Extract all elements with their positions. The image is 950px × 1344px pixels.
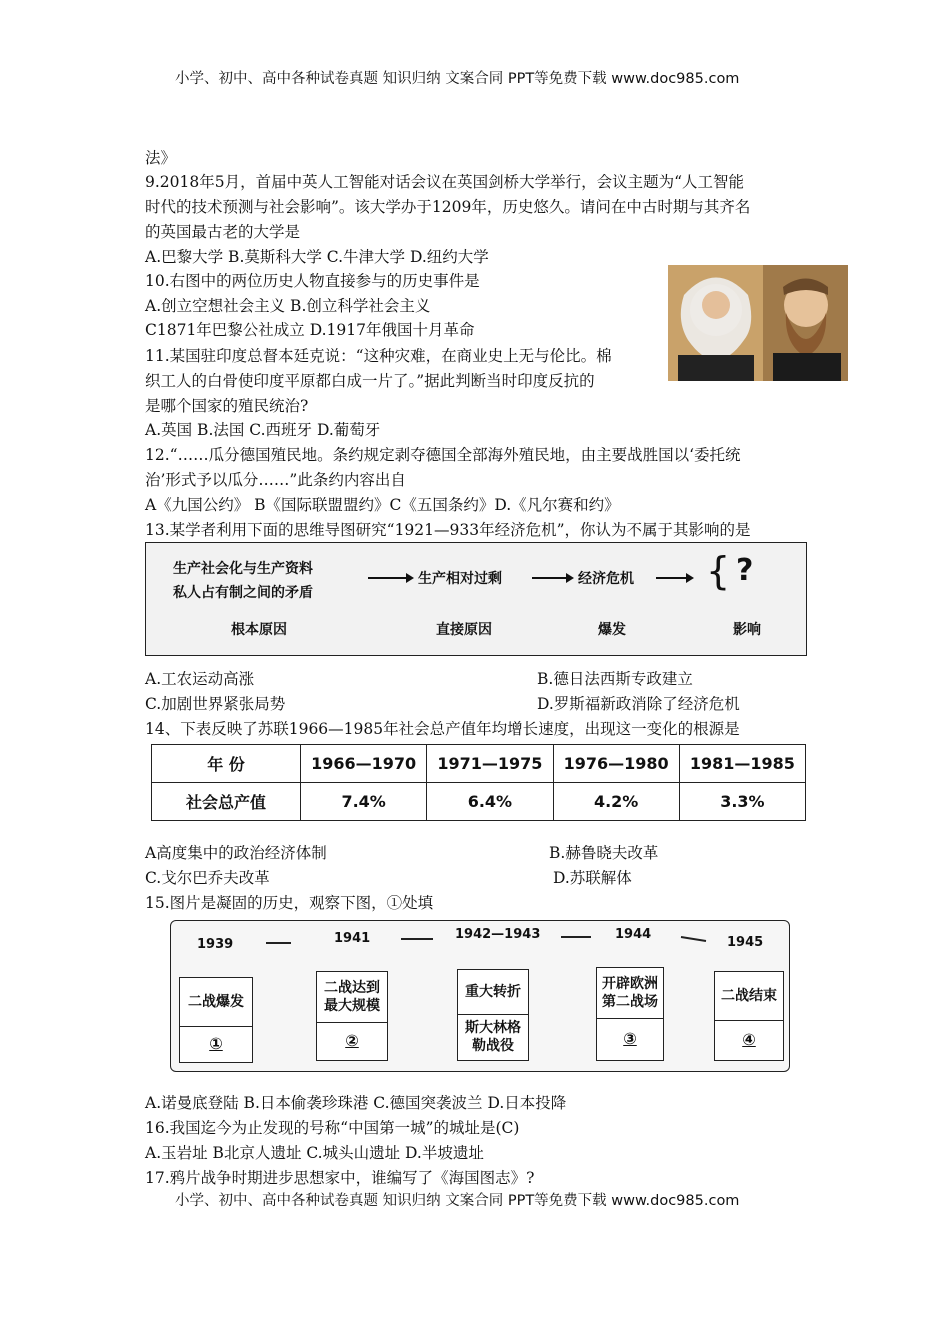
mindmap-label-impact: 影响: [733, 622, 761, 638]
timeline-event: 二战爆发: [180, 978, 252, 1027]
question-14-option-b: B.赫鲁晓夫改革: [549, 844, 659, 862]
question-14-option-c: C.戈尔巴乔夫改革: [145, 869, 270, 887]
question-13-option-b: B.德日法西斯专政建立: [537, 670, 693, 688]
question-10: 10.右图中的两位历史人物直接参与的历史事件是: [145, 272, 480, 290]
wwii-timeline-diagram: [170, 920, 790, 1072]
timeline-event-card: [596, 967, 664, 1061]
page-header: 小学、初中、高中各种试卷真题 知识归纳 文案合同 PPT等免费下载 www.doc985.com: [175, 71, 740, 87]
question-13-option-c: C.加剧世界紧张局势: [145, 695, 286, 713]
mindmap-diagram: [145, 542, 807, 656]
historical-figures-portrait-icon: [668, 265, 848, 381]
timeline-blank: ①: [209, 1034, 223, 1053]
question-13-option-d: D.罗斯福新政消除了经济危机: [537, 695, 740, 713]
question-15: 15.图片是凝固的历史，观察下图，①处填: [145, 894, 434, 912]
question-14-option-d: D.苏联解体: [553, 869, 632, 887]
timeline-year: 1945: [727, 935, 764, 950]
timeline-blank: ④: [742, 1030, 756, 1049]
timeline-event-card: [714, 971, 784, 1061]
timeline-event: 二战达到最大规模: [317, 972, 387, 1023]
question-12-line1: 12.“……瓜分德国殖民地。条约规定剥夺德国全部海外殖民地，由主要战胜国以‘委托统: [145, 446, 741, 464]
table-header-cell: 1966—1970: [301, 745, 427, 783]
question-17: 17.鸦片战争时期进步思想家中，谁编写了《海国图志》?: [145, 1169, 535, 1187]
question-12-options: A《九国公约》 B《国际联盟盟约》C《五国条约》D.《凡尔赛和约》: [145, 496, 620, 514]
question-16-options: A.玉岩址 B北京人遗址 C.城头山遗址 D.半坡遗址: [145, 1144, 484, 1162]
timeline-event: 重大转折: [458, 970, 528, 1015]
mindmap-crisis: 经济危机: [578, 571, 634, 587]
table-cell: 4.2%: [553, 783, 679, 821]
timeline-event-card: [457, 969, 529, 1061]
mindmap-label-direct: 直接原因: [436, 622, 492, 638]
mindmap-cause-line1: 生产社会化与生产资料: [173, 561, 313, 577]
timeline-event: 开辟欧洲第二战场: [597, 968, 663, 1019]
table-header-cell: 1981—1985: [679, 745, 805, 783]
timeline-year: 1942—1943: [455, 927, 541, 942]
question-9-line3: 的英国最古老的大学是: [145, 223, 301, 241]
page-footer: 小学、初中、高中各种试卷真题 知识归纳 文案合同 PPT等免费下载 www.doc985.com: [175, 1193, 740, 1209]
question-14-option-a: A高度集中的政治经济体制: [145, 844, 327, 862]
question-15-options: A.诺曼底登陆 B.日本偷袭珍珠港 C.德国突袭波兰 D.日本投降: [145, 1094, 567, 1112]
table-header-cell: 1976—1980: [553, 745, 679, 783]
table-row: [152, 745, 806, 783]
mindmap-direct: 生产相对过剩: [418, 571, 502, 587]
timeline-event-card: [316, 971, 388, 1061]
timeline-blank: ③: [623, 1029, 637, 1048]
mindmap-label-root: 根本原因: [231, 622, 287, 638]
question-13-option-a: A.工农运动高涨: [145, 670, 255, 688]
table-row: [152, 783, 806, 821]
table-cell: 7.4%: [301, 783, 427, 821]
mindmap-label-outbreak: 爆发: [598, 622, 626, 638]
question-16: 16.我国迄今为止发现的号称“中国第一城”的城址是(C): [145, 1119, 520, 1137]
question-9-line2: 时代的技术预测与社会影响”。该大学办于1209年，历史悠久。请问在中古时期与其齐名: [145, 198, 751, 216]
table-header-cell: 年 份: [152, 745, 301, 783]
mindmap-cause-line2: 私人占有制之间的矛盾: [173, 585, 313, 601]
table-cell: 6.4%: [427, 783, 553, 821]
text-line: 法》: [145, 149, 177, 167]
table-cell: 3.3%: [679, 783, 805, 821]
gdp-growth-table: [151, 744, 806, 821]
question-10-options-ab: A.创立空想社会主义 B.创立科学社会主义: [145, 297, 431, 315]
arrow-right-icon: [368, 571, 414, 585]
question-11-line3: 是哪个国家的殖民统治?: [145, 397, 309, 415]
question-11-options: A.英国 B.法国 C.西班牙 D.葡萄牙: [145, 421, 381, 439]
timeline-event: 二战结束: [715, 972, 783, 1021]
question-13: 13.某学者利用下面的思维导图研究“1921—933年经济危机”，你认为不属于其影响的是: [145, 521, 751, 539]
timeline-year: 1939: [197, 937, 234, 952]
portrait-image: [668, 265, 848, 381]
table-cell: 社会总产值: [152, 783, 301, 821]
timeline-blank: ②: [345, 1031, 359, 1050]
question-10-options-cd: C1871年巴黎公社成立 D.1917年俄国十月革命: [145, 321, 475, 339]
mindmap-question-mark: ?: [736, 553, 754, 588]
question-9-options: A.巴黎大学 B.莫斯科大学 C.牛津大学 D.纽约大学: [145, 248, 489, 266]
mindmap-brace: {: [706, 549, 731, 593]
question-11-line2: 织工人的白骨使印度平原都白成一片了。”据此判断当时印度反抗的: [145, 372, 595, 390]
question-9-line1: 9.2018年5月，首届中英人工智能对话会议在英国剑桥大学举行，会议主题为“人工智能: [145, 173, 745, 191]
question-12-line2: 治’形式予以瓜分……”此条约内容出自: [145, 471, 406, 489]
arrow-right-icon: [656, 571, 694, 585]
table-header-cell: 1971—1975: [427, 745, 553, 783]
question-11-line1: 11.某国驻印度总督本廷克说：“这种灾难，在商业史上无与伦比。棉: [145, 347, 612, 365]
timeline-year: 1944: [615, 927, 652, 942]
question-14: 14、下表反映了苏联1966—1985年社会总产值年均增长速度，出现这一变化的根源是: [145, 720, 740, 738]
timeline-event-card: [179, 977, 253, 1063]
arrow-right-icon: [532, 571, 574, 585]
timeline-detail: 斯大林格勒战役: [465, 1020, 521, 1054]
timeline-year: 1941: [334, 931, 371, 946]
